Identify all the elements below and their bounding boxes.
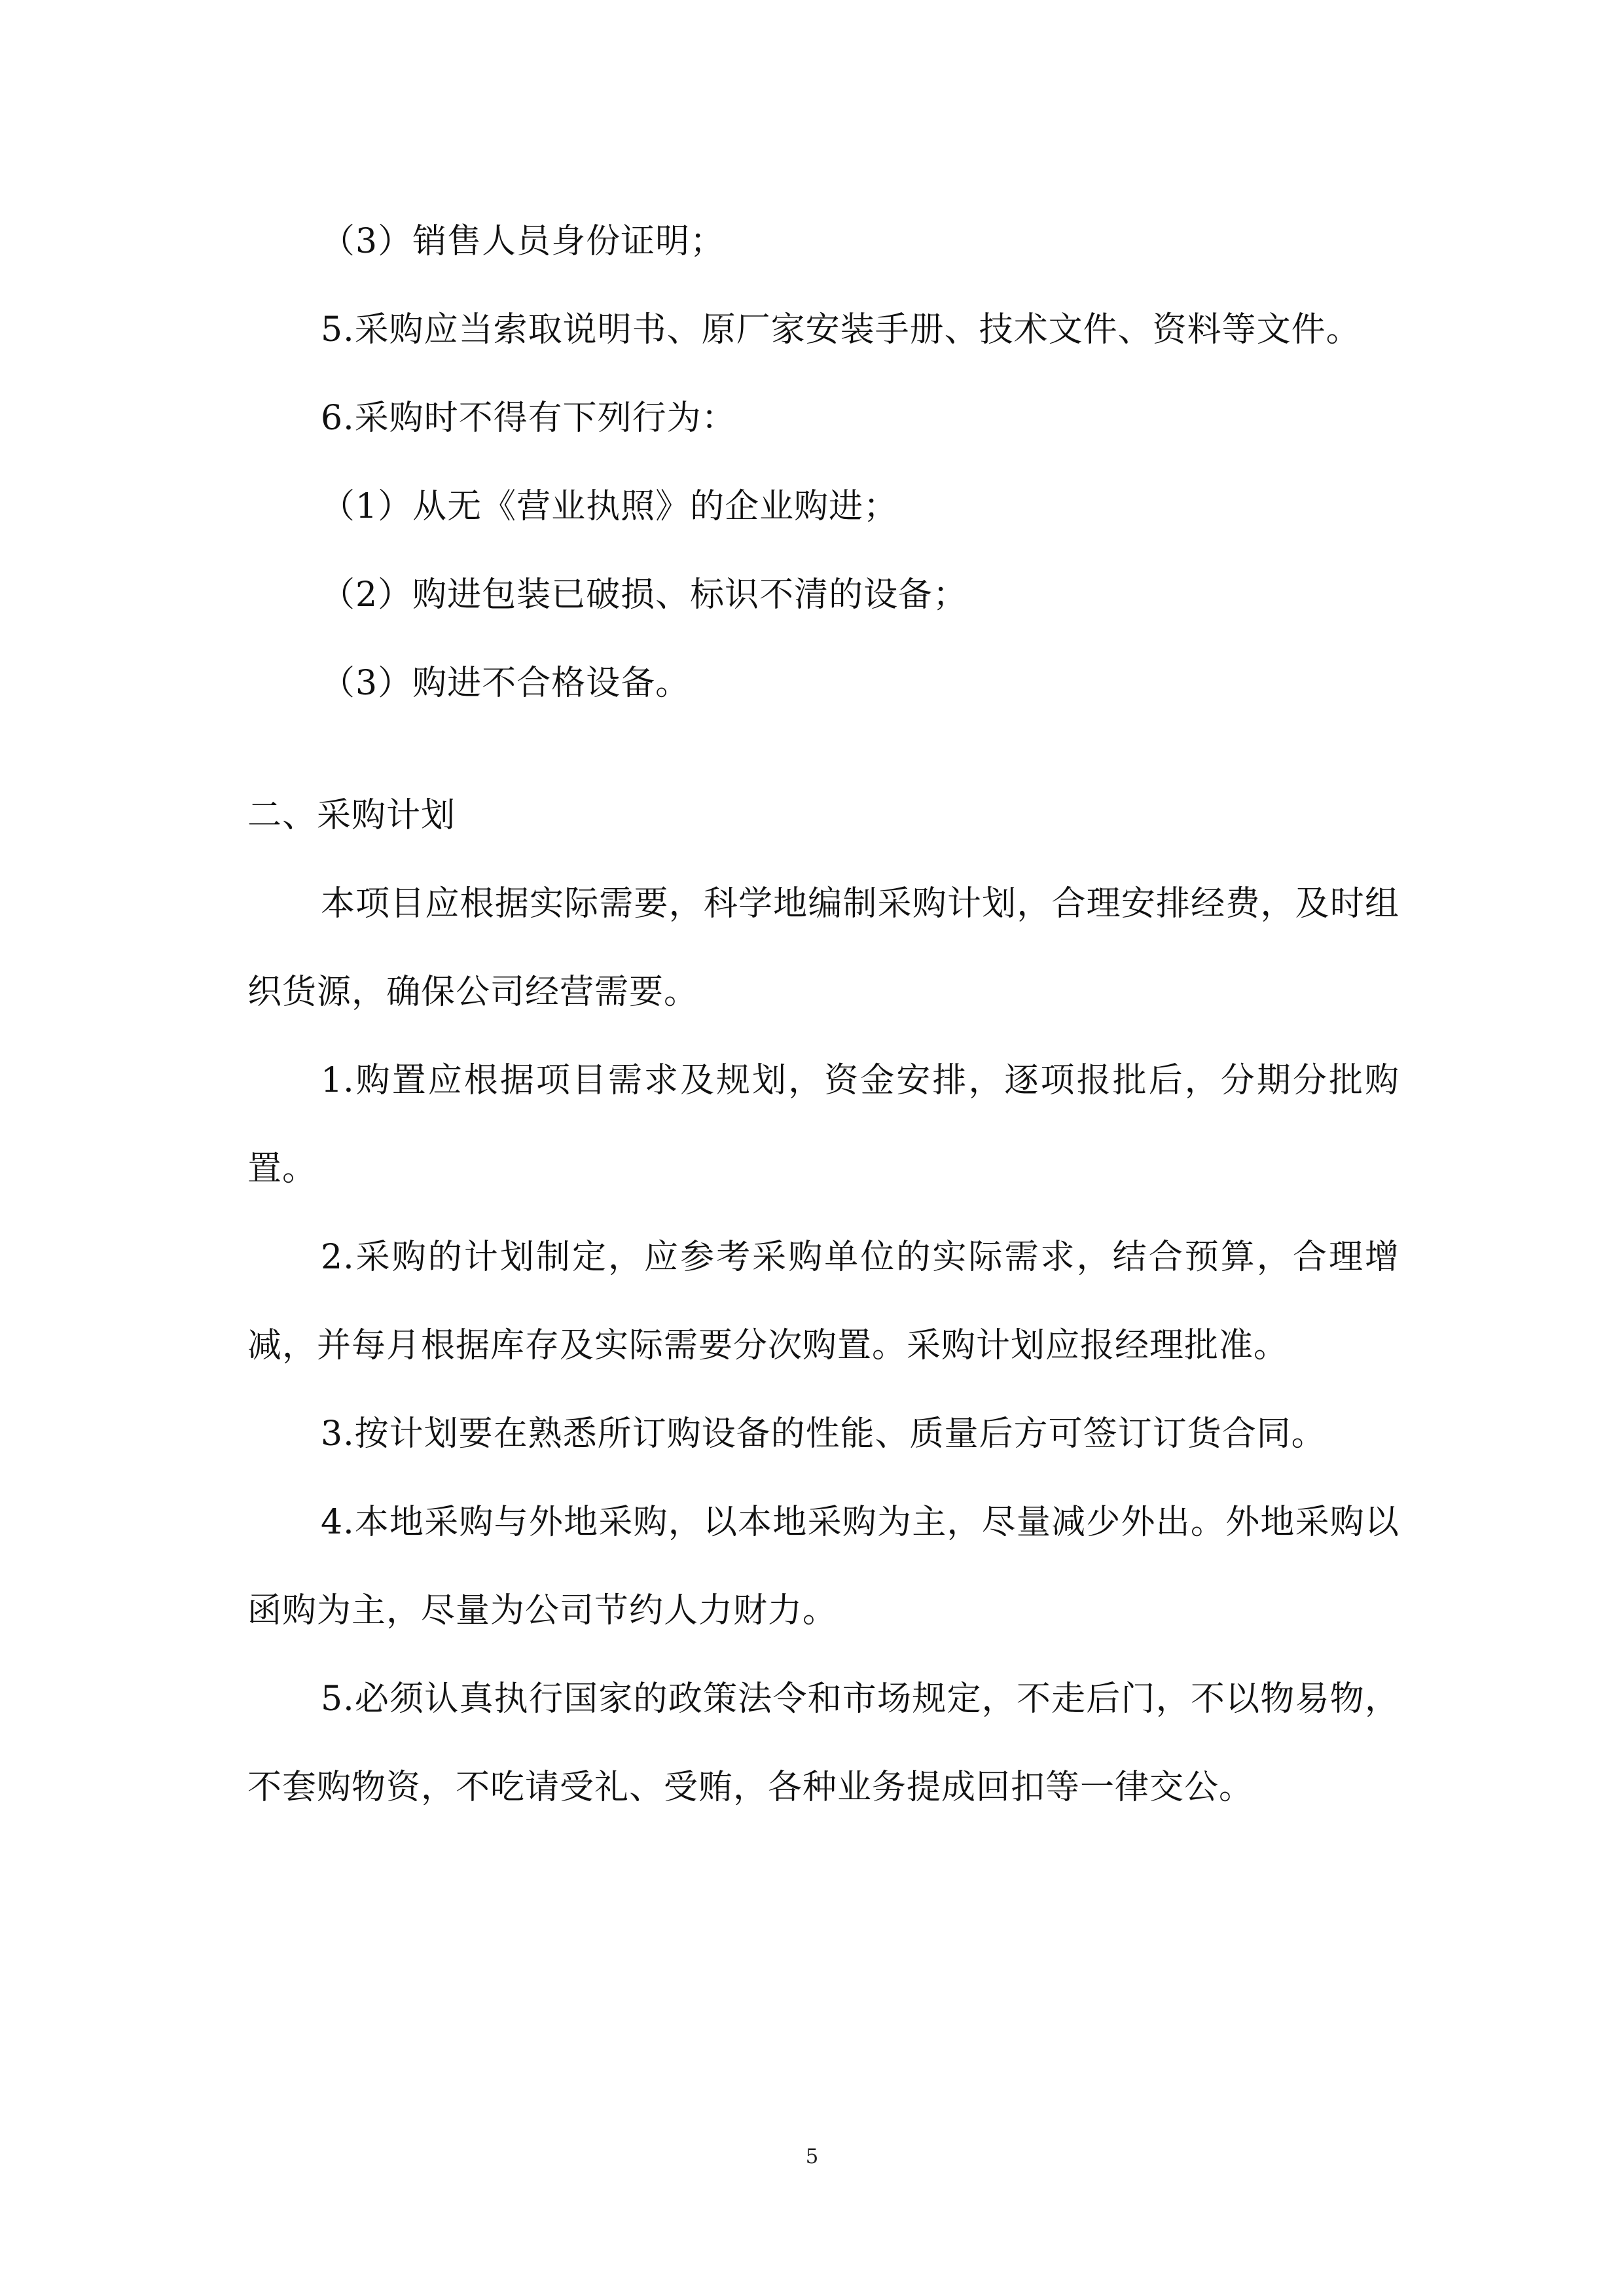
- paragraph-sales-id: （3）销售人员身份证明；: [321, 222, 725, 261]
- section-heading: 二、采购计划: [247, 796, 456, 835]
- paragraph-plan-item-5: 5.必须认真执行国家的政策法令和市场规定，不走后门，不以物易物，不套购物资，不吃请受礼、受贿，各种业务提成回扣等一律交公。: [247, 1679, 1399, 1807]
- paragraph-plan-item-1: 1.购置应根据项目需求及规划，资金安排，逐项报批后，分期分批购置。: [247, 1061, 1399, 1189]
- list-item-no-business-license: （1）从无《营业执照》的企业购进；: [321, 487, 899, 526]
- list-item-unqualified-equipment: （3）购进不合格设备。: [321, 664, 691, 703]
- page-number: 5: [805, 2145, 819, 2168]
- paragraph-purchase-plan-intro: 本项目应根据实际需要，科学地编制采购计划，合理安排经费，及时组织货源，确保公司经营需要。: [247, 884, 1399, 1012]
- paragraph-prohibited-actions: 6.采购时不得有下列行为：: [321, 399, 736, 438]
- paragraph-request-documents: 5.采购应当索取说明书、原厂家安装手册、技术文件、资料等文件。: [321, 310, 1361, 350]
- paragraph-plan-item-3: 3.按计划要在熟悉所订购设备的性能、质量后方可签订订货合同。: [321, 1414, 1326, 1454]
- paragraph-plan-item-4: 4.本地采购与外地采购，以本地采购为主，尽量减少外出。外地采购以函购为主，尽量为公司节约人力财力。: [247, 1503, 1399, 1630]
- list-item-damaged-packaging: （2）购进包装已破损、标识不清的设备；: [321, 575, 968, 615]
- paragraph-plan-item-2: 2.采购的计划制定，应参考采购单位的实际需求，结合预算，合理增减，并每月根据库存及实际需要分次购置。采购计划应报经理批准。: [247, 1238, 1399, 1365]
- document-body: [247, 198, 1399, 1832]
